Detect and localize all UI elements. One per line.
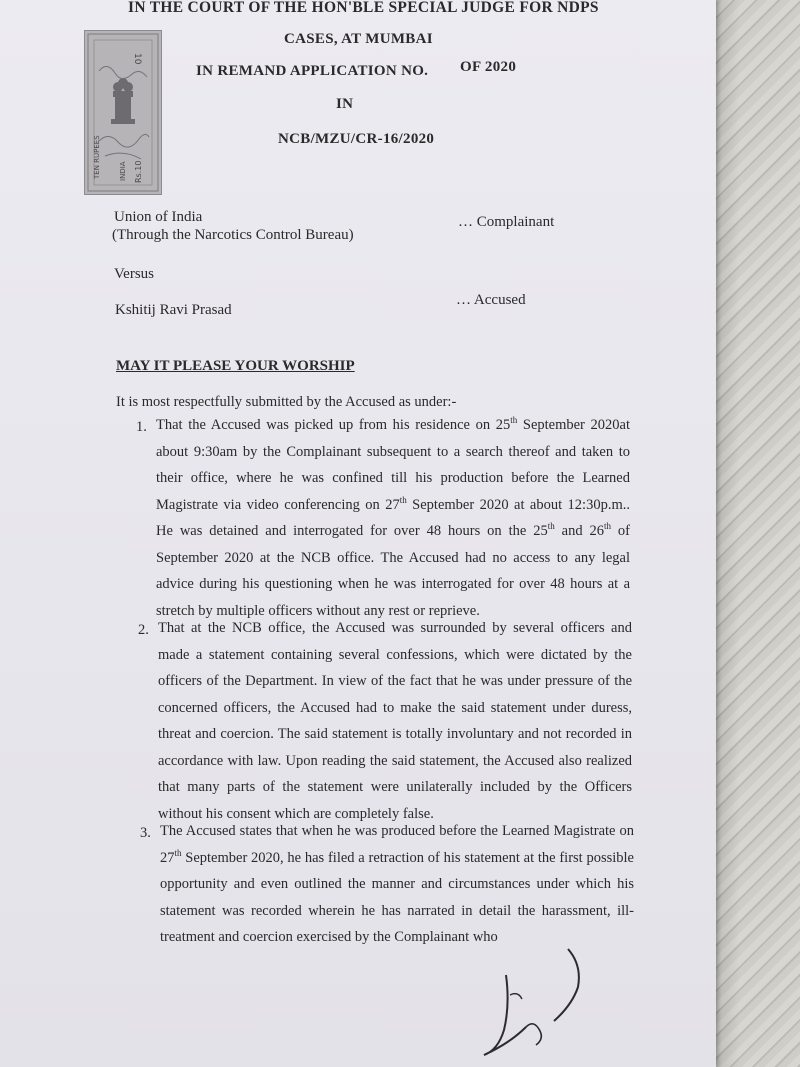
stamp-value-bottom: Rs.10 bbox=[134, 160, 143, 183]
remand-application-label: IN REMAND APPLICATION NO. bbox=[196, 63, 429, 79]
court-heading: IN THE COURT OF THE HON'BLE SPECIAL JUDGE FOR NDPS bbox=[128, 0, 599, 16]
court-heading-line2: CASES, AT MUMBAI bbox=[284, 31, 433, 47]
accused-name: Kshitij Ravi Prasad bbox=[115, 302, 232, 318]
salutation: MAY IT PLEASE YOUR WORSHIP bbox=[116, 358, 355, 374]
revenue-stamp bbox=[84, 30, 162, 195]
complainant-role: … Complainant bbox=[458, 214, 555, 230]
signature bbox=[470, 935, 610, 1060]
paragraph-number: 3. bbox=[140, 825, 151, 841]
stamp-emblem-icon bbox=[85, 31, 161, 194]
case-number: NCB/MZU/CR-16/2020 bbox=[278, 131, 435, 147]
paragraph-3: The Accused states that when he was produced before the Learned Magistrate on 27th September 2020, he has filed a retraction of his statement at the first possible opportunity and even outlined the manner and circumstances under which his statement was recorded wherein he has narrated in detail the harassment, ill-treatment and coercion exercised by the Complainant who bbox=[160, 823, 634, 945]
intro-line: It is most respectfully submitted by the Accused as under:- bbox=[116, 394, 457, 410]
accused-role: … Accused bbox=[456, 292, 526, 308]
paragraph-number: 1. bbox=[136, 419, 147, 435]
paragraph-2: That at the NCB office, the Accused was surrounded by several officers and made a statement containing several confessions, which were dictated by the officers of the Department. In view of the fact that he was under pressure of the concerned officers, the Accused had to make the said statement under duress, threat and coercion. The said statement is totally involuntary and not recorded in accordance with law. Upon reading the said statement, the Accused also realized that many parts of the statement were unilaterally included by the Officers without his consent which are completely false. bbox=[158, 620, 632, 822]
stamp-country: INDIA bbox=[119, 161, 127, 181]
stamp-value-top: 10 bbox=[132, 53, 142, 65]
stamp-value-label: TEN RUPEES bbox=[93, 135, 101, 179]
remand-application-year: OF 2020 bbox=[460, 59, 517, 75]
heading-in: IN bbox=[336, 96, 354, 112]
versus-label: Versus bbox=[114, 266, 154, 282]
paragraph-number: 2. bbox=[138, 622, 149, 638]
paragraph-1: That the Accused was picked up from his residence on 25th September 2020at about 9:30am by the Complainant subsequent to a search thereof and taken to their office, where he was confined till his production before the Learned Magistrate via video conferencing on 27th September 2020 at about 12:30p.m.. He was detained and interrogated for over 48 hours on the 25th and 26th of September 2020 at the NCB office. The Accused had no access to any legal advice during his questioning when he was interrogated for over 48 hours at a stretch by multiple officers without any rest or reprieve. bbox=[156, 415, 630, 619]
complainant-name: Union of India bbox=[114, 209, 203, 225]
complainant-via: (Through the Narcotics Control Bureau) bbox=[112, 227, 354, 243]
